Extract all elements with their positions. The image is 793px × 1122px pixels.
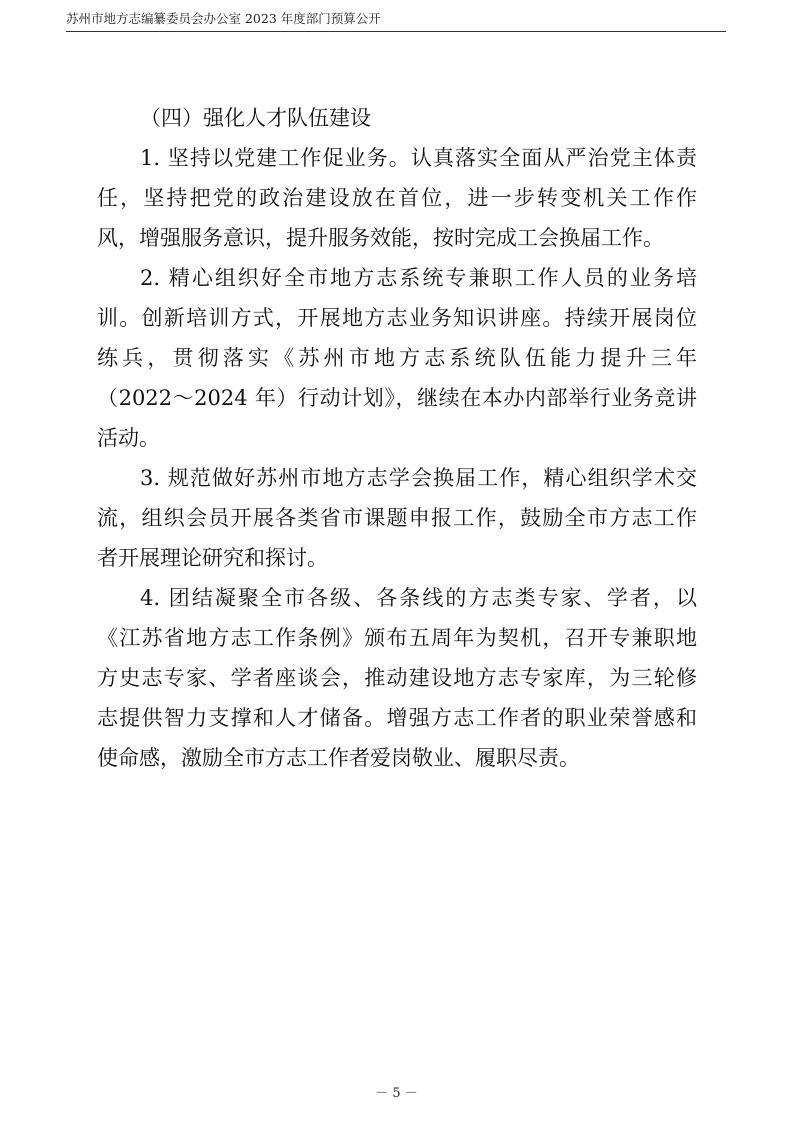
paragraph-2: [97, 258, 697, 458]
document-body: [97, 98, 697, 778]
paragraph-line: 训。创新培训方式，开展地方志业务知识讲座。持续开展岗位: [97, 306, 697, 330]
section-heading: （四）强化人才队伍建设: [140, 106, 371, 130]
paragraph-line: 活动。: [97, 426, 160, 450]
page-footer: [0, 1085, 793, 1103]
paragraph-line: 4. 团结凝聚全市各级、各条线的方志类专家、学者，以: [140, 586, 697, 610]
paragraph-line: 方史志专家、学者座谈会，推动建设地方志专家库，为三轮修: [97, 666, 697, 690]
paragraph-line: 任，坚持把党的政治建设放在首位，进一步转变机关工作作: [97, 186, 697, 210]
paragraph-line: 1. 坚持以党建工作促业务。认真落实全面从严治党主体责: [140, 146, 697, 170]
paragraph-line: 练兵，贯彻落实《苏州市地方志系统队伍能力提升三年: [97, 346, 697, 370]
paragraph-line: 3. 规范做好苏州市地方志学会换届工作，精心组织学术交: [140, 466, 697, 490]
paragraph-4: [97, 578, 697, 778]
header-title: 苏州市地方志编纂委员会办公室 2023 年度部门预算公开: [66, 11, 381, 26]
paragraph-line: 《江苏省地方志工作条例》颁布五周年为契机，召开专兼职地: [97, 626, 697, 650]
paragraph-line: 2. 精心组织好全市地方志系统专兼职工作人员的业务培: [140, 266, 697, 290]
page-header: [66, 9, 726, 32]
page-number: － 5 －: [375, 1086, 418, 1101]
paragraph-line: 风，增强服务意识，提升服务效能，按时完成工会换届工作。: [97, 226, 664, 250]
paragraph-line: 志提供智力支撑和人才储备。增强方志工作者的职业荣誉感和: [97, 706, 697, 730]
paragraph-line: （2022～2024 年）行动计划》，继续在本办内部举行业务竞讲: [97, 386, 697, 410]
paragraph-3: [97, 458, 697, 578]
paragraph-1: [97, 138, 697, 258]
paragraph-line: 使命感，激励全市方志工作者爱岗敬业、履职尽责。: [97, 746, 580, 770]
paragraph-line: 者开展理论研究和探讨。: [97, 546, 328, 570]
paragraph-line: 流，组织会员开展各类省市课题申报工作，鼓励全市方志工作: [97, 506, 697, 530]
